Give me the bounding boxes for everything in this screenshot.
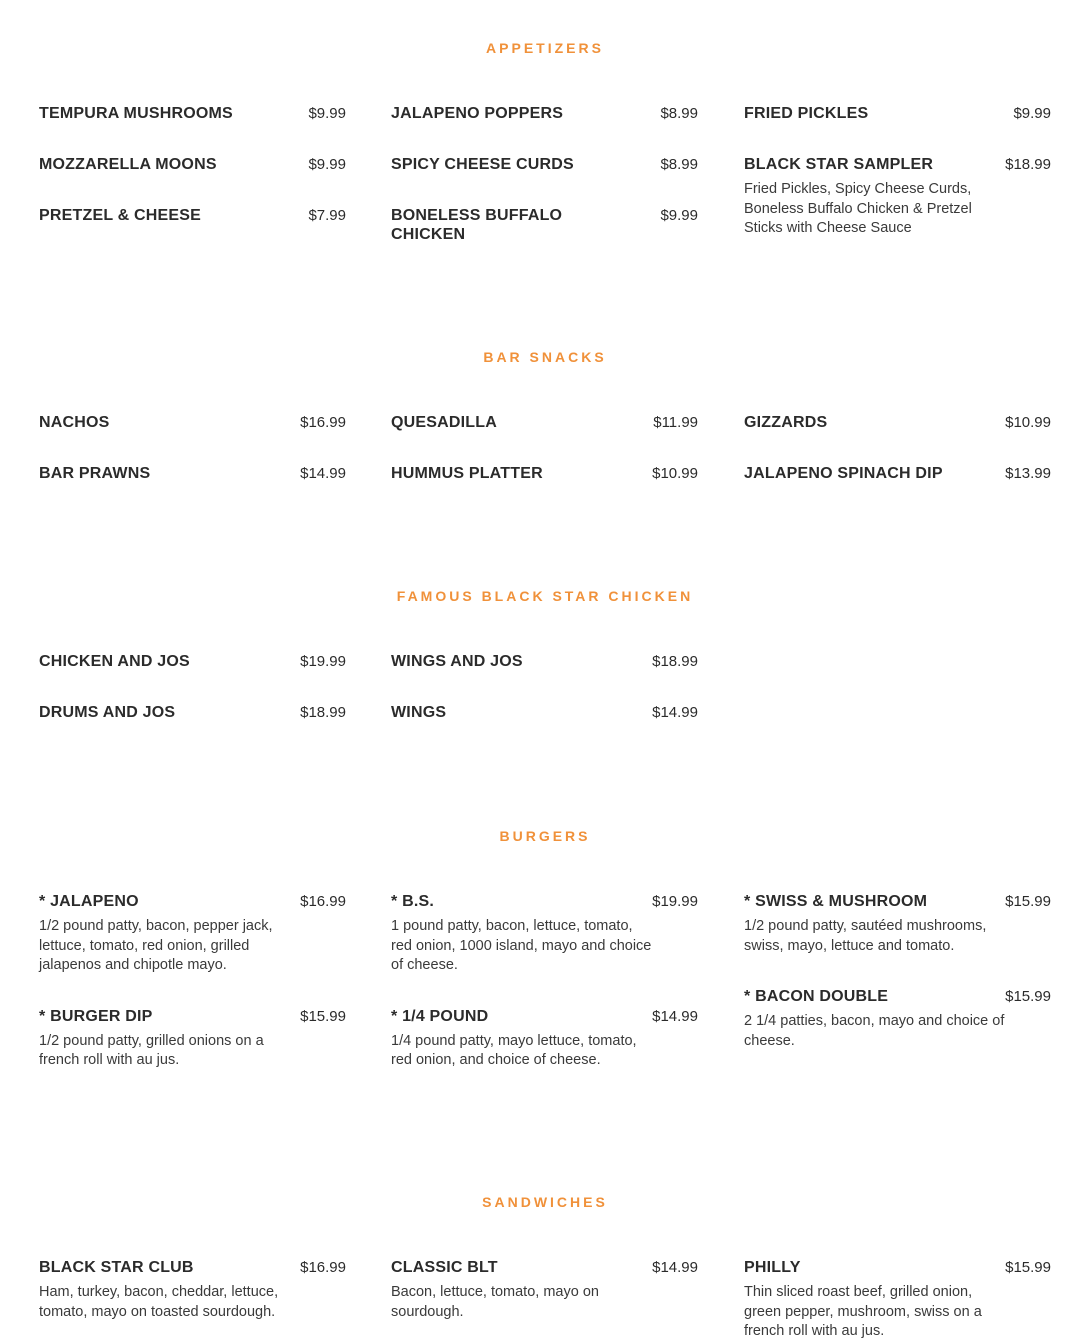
menu-item-name: QUESADILLA [391,414,497,431]
menu-item-price: $13.99 [1005,465,1051,482]
menu-item [39,155,346,175]
menu-item-header [391,464,698,484]
menu-item-header [391,1007,698,1027]
menu-item [391,413,698,433]
menu-item-header [39,1258,346,1278]
section-title: SANDWICHES [482,1194,608,1210]
menu-item-name: PHILLY [744,1259,801,1276]
menu-item-description: 1/2 pound patty, grilled onions on a french roll with au jus. [39,1032,264,1068]
menu-item-price: $14.99 [652,704,698,721]
menu-item-header [744,1258,1051,1278]
menu-item-name: JALAPENO SPINACH DIP [744,465,943,482]
menu-item-name: BAR PRAWNS [39,465,151,482]
menu-item-header [744,892,1051,912]
menu-item [39,464,346,484]
menu-item-header [744,987,1051,1007]
menu-item-header [744,413,1051,433]
menu-item-price: $10.99 [652,465,698,482]
menu-column [391,1258,698,1322]
menu-item [39,104,346,124]
menu-item-header [39,1007,346,1027]
menu-item-price: $14.99 [300,465,346,482]
menu-column [39,892,346,1071]
menu-item-price: $16.99 [300,893,346,910]
menu-item-name: * JALAPENO [39,893,139,910]
menu-item-header [391,206,698,244]
menu-item-price: $15.99 [300,1007,346,1025]
menu-item [39,206,346,226]
menu-column [391,413,698,484]
menu-item-price: $18.99 [652,653,698,670]
menu-item-description: Thin sliced roast beef, grilled onion, green pepper, mushroom, swiss on a french roll with au jus. [744,1284,982,1339]
menu-item [744,104,1051,124]
menu-item-name: DRUMS AND JOS [39,704,176,721]
menu-item-price: $14.99 [652,1007,698,1025]
menu-item-price: $8.99 [660,105,698,122]
menu-item-header [391,155,698,175]
menu-item-header [39,464,346,484]
menu-item [39,413,346,433]
menu-column [391,652,698,723]
menu-item-price: $16.99 [300,414,346,431]
menu-item-header [391,892,698,912]
menu-item-name: * BURGER DIP [39,1007,153,1025]
menu-item-name: NACHOS [39,414,110,431]
menu-item [391,892,698,976]
menu-item-description: 2 1/4 patties, bacon, mayo and choice of cheese. [744,1013,1005,1049]
menu-item-description: 1/2 pound patty, bacon, pepper jack, lettuce, tomato, red onion, grilled jalapenos and chipotle mayo. [39,918,273,973]
menu-item-name: WINGS AND JOS [391,653,523,670]
menu-item-name: * BACON DOUBLE [744,988,889,1005]
menu-item-description: Fried Pickles, Spicy Cheese Curds, Boneless Buffalo Chicken & Pretzel Sticks with Cheese Sauce [744,181,972,236]
menu-item-name: * SWISS & MUSHROOM [744,893,928,910]
menu-item [39,652,346,672]
menu-column [39,652,346,723]
menu-item-header [39,892,346,912]
menu-item [391,104,698,124]
menu-item-price: $10.99 [1005,414,1051,431]
menu-item [39,892,346,976]
menu-item-name: CHICKEN AND JOS [39,653,190,670]
menu-column [744,104,1051,239]
section-title: BURGERS [499,828,591,844]
menu-item-header [39,104,346,124]
menu-item-price: $9.99 [660,207,698,224]
menu-item [391,1258,698,1322]
menu-item-header [391,1258,698,1278]
menu-item-name: * 1/4 POUND [391,1007,489,1025]
menu-item-description: 1/4 pound patty, mayo lettuce, tomato, red onion, and choice of cheese. [391,1032,637,1068]
menu-item-price: $9.99 [1013,105,1051,122]
menu-item-price: $9.99 [308,156,346,173]
menu-item-price: $11.99 [653,414,698,431]
menu-item-header [39,703,346,723]
menu-item-name: WINGS [391,704,447,721]
menu-item-header [391,104,698,124]
menu-item-description: Bacon, lettuce, tomato, mayo on sourdough. [391,1284,599,1320]
menu-item [744,464,1051,484]
menu-item-header [391,703,698,723]
menu-item-header [391,413,698,433]
menu-item-name: CLASSIC BLT [391,1259,498,1276]
menu-item-header [744,464,1051,484]
menu-item-description: Ham, turkey, bacon, cheddar, lettuce, tomato, mayo on toasted sourdough. [39,1284,279,1320]
menu-item-price: $16.99 [300,1259,346,1276]
menu-item [391,464,698,484]
menu-item-name: HUMMUS PLATTER [391,465,543,482]
menu-item [391,206,698,244]
section-title: APPETIZERS [486,40,604,56]
menu-item-name: GIZZARDS [744,414,828,431]
menu-item [39,1007,346,1071]
menu-item-price: $19.99 [300,653,346,670]
menu-item-name: JALAPENO POPPERS [391,105,564,122]
menu-item-price: $18.99 [1005,156,1051,173]
menu-item-name: BLACK STAR SAMPLER [744,156,934,173]
menu-item [391,703,698,723]
menu-column [391,104,698,244]
menu-column [391,892,698,1071]
menu-item [744,1258,1051,1342]
section-title: FAMOUS BLACK STAR CHICKEN [396,588,694,604]
menu-item-header [744,155,1051,175]
menu-item [744,413,1051,433]
menu-item [391,1007,698,1071]
menu-item [744,892,1051,956]
menu-item [744,155,1051,239]
menu-item-description: 1 pound patty, bacon, lettuce, tomato, red onion, 1000 island, mayo and choice of cheese. [391,918,652,973]
menu-item-header [39,206,346,226]
menu-item-header [39,155,346,175]
menu-item-name: BLACK STAR CLUB [39,1259,194,1276]
menu-item-price: $15.99 [1005,1259,1051,1276]
menu-item-name: BONELESS BUFFALO CHICKEN [391,207,563,243]
menu-item-header [391,652,698,672]
menu-item-price: $7.99 [308,207,346,224]
menu-item-price: $8.99 [660,156,698,173]
menu-item-price: $15.99 [1005,893,1051,910]
menu-column [744,413,1051,484]
menu-column [744,1258,1051,1342]
menu-item-name: SPICY CHEESE CURDS [391,156,574,173]
menu-item-name: MOZZARELLA MOONS [39,156,217,173]
menu-item [39,703,346,723]
menu-item-price: $14.99 [652,1259,698,1276]
menu-item-price: $19.99 [652,893,698,910]
menu-item [744,987,1051,1051]
menu-column [39,104,346,226]
menu-item-name: PRETZEL & CHEESE [39,207,202,224]
menu-item-header [39,413,346,433]
menu-item-price: $9.99 [308,105,346,122]
menu-item-name: * B.S. [391,893,434,910]
menu-item-price: $15.99 [1005,988,1051,1005]
menu-item-name: FRIED PICKLES [744,105,869,122]
menu-item [39,1258,346,1322]
menu-item-header [39,652,346,672]
menu-item-price: $18.99 [300,704,346,721]
menu-item-description: 1/2 pound patty, sautéed mushrooms, swiss, mayo, lettuce and tomato. [744,918,987,954]
section-title: BAR SNACKS [483,349,607,365]
menu-item [391,652,698,672]
menu-column [39,413,346,484]
menu-column [39,1258,346,1322]
menu-column [744,892,1051,1051]
menu-item-name: TEMPURA MUSHROOMS [39,105,233,122]
menu-item-header [744,104,1051,124]
menu-item [391,155,698,175]
